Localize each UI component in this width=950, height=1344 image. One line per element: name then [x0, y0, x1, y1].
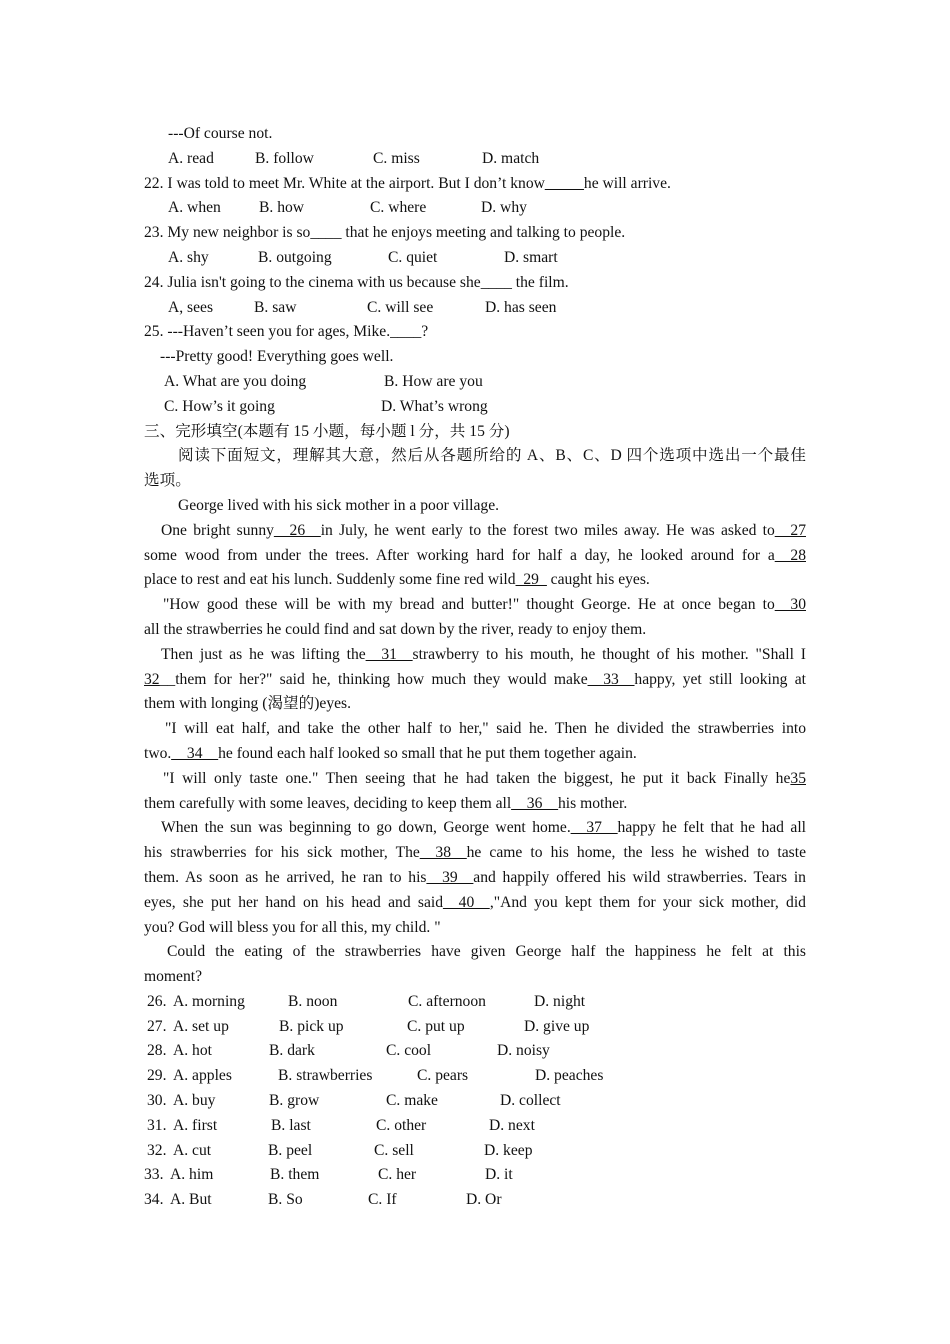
cloze-option-b: B. So	[268, 1191, 303, 1209]
passage-line-19: Could the eating of the strawberries have given George half the happiness he felt at this	[167, 943, 806, 961]
passage-text: he came to his home, the less he wished to taste	[466, 844, 806, 862]
q22-blank: _____	[544, 174, 584, 192]
passage-text: strawberry to his mouth, he thought of his mother. "Shall I	[412, 645, 806, 663]
cloze-option-b: B. dark	[269, 1042, 315, 1060]
blank-39: __39__	[426, 868, 474, 886]
section-instruction-1: 阅读下面短文，理解其大意，然后从各题所给的 A、B、C、D 四个选项中选出一个最佳	[178, 447, 806, 465]
q24-option-a: A, sees	[168, 298, 214, 316]
q23-option-d: D. smart	[504, 248, 558, 266]
blank-29: _29_	[515, 571, 547, 589]
cloze-option-d: D. peaches	[535, 1067, 604, 1085]
passage-line-14	[144, 816, 806, 841]
cloze-num: 29.	[147, 1067, 167, 1085]
q22-option-a: A. when	[168, 199, 221, 217]
passage-line-20: moment?	[144, 968, 203, 986]
q23-option-b: B. outgoing	[258, 248, 332, 266]
q24-option-c: C. will see	[367, 298, 434, 316]
blank-38: __38__	[419, 844, 467, 862]
passage-line-11	[144, 742, 806, 767]
passage-text: them carefully with some leaves, deciding to keep them all	[144, 794, 512, 812]
cloze-num: 27.	[147, 1017, 167, 1035]
passage-line-16	[144, 866, 806, 891]
cloze-option-row	[144, 1114, 806, 1139]
q24-option-b: B. saw	[254, 298, 297, 316]
q21-answer-line: ---Of course not.	[168, 125, 273, 142]
cloze-option-a: A. But	[170, 1191, 212, 1209]
passage-text: One bright sunny	[161, 521, 274, 539]
cloze-option-b: B. last	[271, 1116, 311, 1134]
q22-option-d: D. why	[481, 199, 527, 217]
passage-text: two.	[144, 744, 172, 762]
cloze-option-row	[144, 1039, 806, 1064]
blank-27: __27	[774, 521, 806, 539]
blank-34: __34__	[171, 744, 219, 762]
passage-line-6: all the strawberries he could find and sat down by the river, ready to enjoy them.	[144, 620, 647, 638]
q25-option-d: D. What’s wrong	[381, 397, 488, 415]
cloze-option-a: A. set up	[173, 1017, 229, 1035]
passage-line-17	[144, 891, 806, 916]
q25-option-b: B. How are you	[384, 372, 483, 390]
blank-33: __33__	[587, 670, 635, 688]
blank-26: __26__	[273, 521, 321, 539]
cloze-option-d: D. next	[489, 1116, 535, 1134]
passage-line-13	[144, 792, 806, 817]
blank-40: __40__,	[443, 893, 494, 911]
passage-text: his strawberries for his sick mother, The	[144, 844, 420, 862]
cloze-option-row	[144, 1188, 806, 1213]
q25-options-row1	[144, 370, 806, 395]
passage-text: __them for her?" said he, thinking how much they would make	[159, 670, 588, 688]
q21-option-d: D. match	[482, 149, 540, 167]
q22-option-b: B. how	[259, 199, 305, 217]
cloze-option-c: C. cool	[386, 1042, 432, 1060]
cloze-num: 32.	[147, 1141, 167, 1159]
q21-option-a: A. read	[168, 149, 214, 167]
cloze-num: 30.	[147, 1092, 167, 1110]
passage-text: and happily offered his wild strawberries. Tears in	[473, 868, 806, 886]
passage-text: some wood from under the trees. After working hard for half a day, he looked around for a	[144, 546, 775, 564]
cloze-option-c: C. put up	[407, 1017, 465, 1035]
passage-text: he found each half looked so small that he put them together again.	[218, 744, 637, 762]
passage-line-9: them with longing (渴望的)eyes.	[144, 695, 352, 713]
passage-text: Then just as he was lifting the	[161, 645, 366, 663]
blank-32: 32	[144, 670, 160, 688]
passage-text: "I will only taste one." Then seeing that he had taken the biggest, he put it back Finally he	[163, 769, 791, 787]
cloze-option-a: A. cut	[173, 1141, 212, 1159]
passage-text: "And you kept them for your sick mother, did	[493, 893, 806, 911]
cloze-option-b: B. peel	[268, 1141, 313, 1159]
passage-line-18: you? God will bless you for all this, my child. "	[144, 918, 441, 936]
cloze-option-c: C. make	[386, 1092, 438, 1110]
passage-text: them. As soon as he arrived, he ran to his	[144, 868, 427, 886]
blank-30: __30	[774, 596, 806, 614]
q23-options	[144, 246, 806, 271]
q24-option-d: D. has seen	[485, 298, 557, 316]
passage-line-4	[144, 568, 806, 593]
q25-option-a: A. What are you doing	[164, 372, 307, 390]
passage-line-8	[144, 668, 806, 693]
cloze-option-row	[144, 1064, 806, 1089]
cloze-option-row	[144, 1163, 806, 1188]
cloze-option-a: A. hot	[173, 1042, 212, 1060]
passage-line-15	[144, 841, 806, 866]
passage-line-1: George lived with his sick mother in a poor village.	[178, 496, 500, 514]
q22-stem	[144, 172, 806, 197]
q23-option-c: C. quiet	[388, 248, 438, 266]
passage-text: in July, he went early to the forest two miles away. He was asked to	[320, 521, 775, 539]
cloze-option-d: D. give up	[524, 1017, 590, 1035]
q22-stem-b: he will arrive.	[583, 174, 671, 192]
blank-37: __37__	[570, 819, 618, 837]
passage-line-3	[144, 544, 806, 569]
blank-28: __28	[774, 546, 806, 564]
cloze-num: 34.	[144, 1191, 164, 1209]
q25-option-c: C. How’s it going	[164, 397, 275, 415]
blank-35: 35	[790, 769, 806, 787]
q25-stem: 25. ---Haven’t seen you for ages, Mike.____?	[144, 323, 429, 341]
cloze-option-d: D. keep	[484, 1141, 533, 1159]
cloze-option-d: D. noisy	[497, 1042, 550, 1060]
cloze-option-c: C. sell	[374, 1141, 414, 1159]
cloze-option-a: A. morning	[173, 992, 245, 1010]
cloze-option-d: D. Or	[466, 1191, 502, 1209]
cloze-option-c: C. other	[376, 1116, 427, 1134]
cloze-option-b: B. them	[270, 1166, 320, 1184]
cloze-option-a: A. apples	[173, 1067, 232, 1085]
cloze-option-a: A. first	[173, 1116, 218, 1134]
cloze-num: 28.	[147, 1042, 167, 1060]
cloze-option-b: B. strawberries	[278, 1067, 373, 1085]
cloze-option-b: B. noon	[288, 992, 338, 1010]
passage-text: place to rest and eat his lunch. Suddenly some fine red wild	[144, 571, 516, 589]
cloze-option-a: A. buy	[173, 1092, 216, 1110]
cloze-option-row	[144, 1089, 806, 1114]
q23-option-a: A. shy	[168, 248, 209, 266]
cloze-num: 33.	[144, 1166, 164, 1184]
passage-text: "How good these will be with my bread and butter!" thought George. He at once began to	[163, 596, 775, 614]
cloze-option-row	[144, 1015, 806, 1040]
q21-option-c: C. miss	[373, 149, 420, 167]
q25-reply: ---Pretty good! Everything goes well.	[160, 348, 394, 366]
passage-text: happy he felt that he had all	[617, 819, 806, 837]
passage-text: caught his eyes.	[546, 571, 650, 589]
passage-text: eyes, she put her hand on his head and said	[144, 893, 444, 911]
q24-stem: 24. Julia isn't going to the cinema with us because she____ the film.	[144, 273, 569, 291]
cloze-option-b: B. grow	[269, 1092, 320, 1110]
section-instruction-2: 选项。	[144, 472, 191, 490]
q22-stem-a: 22. I was told to meet Mr. White at the airport. But I don’t know	[144, 174, 545, 192]
blank-36: __36__	[511, 794, 558, 812]
cloze-option-row	[144, 1139, 806, 1164]
q25-options-row2	[144, 395, 806, 420]
cloze-option-d: D. it	[485, 1166, 513, 1184]
passage-text: When the sun was beginning to go down, George went home.	[161, 819, 571, 837]
cloze-option-c: C. pears	[417, 1067, 469, 1085]
cloze-option-d: D. collect	[500, 1092, 561, 1110]
blank-31: __31__	[365, 645, 413, 663]
exam-page	[144, 122, 806, 1213]
q21-options	[144, 147, 806, 172]
cloze-option-a: A. him	[170, 1166, 214, 1184]
q24-options	[144, 296, 806, 321]
cloze-option-c: C. her	[378, 1166, 417, 1184]
q23-stem: 23. My new neighbor is so____ that he enjoys meeting and talking to people.	[144, 224, 626, 242]
passage-line-7	[144, 643, 806, 668]
cloze-num: 26.	[147, 992, 167, 1010]
q22-options	[144, 196, 806, 221]
passage-line-12	[144, 767, 806, 792]
cloze-option-b: B. pick up	[279, 1017, 344, 1035]
cloze-num: 31.	[147, 1116, 167, 1134]
section-heading: 三、完形填空(本题有 15 小题，每小题 l 分，共 15 分)	[144, 422, 510, 440]
q22-option-c: C. where	[370, 199, 427, 217]
passage-line-5	[144, 593, 806, 618]
passage-text: his mother.	[557, 794, 628, 812]
passage-line-2	[144, 519, 806, 544]
cloze-option-row	[144, 990, 806, 1015]
cloze-option-c: C. If	[368, 1191, 397, 1209]
q21-option-b: B. follow	[255, 149, 314, 167]
passage-line-10: "I will eat half, and take the other half to her," said he. Then he divided the strawberries into	[165, 720, 806, 738]
cloze-option-c: C. afternoon	[408, 992, 486, 1010]
cloze-option-d: D. night	[534, 992, 586, 1010]
passage-text: happy, yet still looking at	[634, 670, 806, 688]
